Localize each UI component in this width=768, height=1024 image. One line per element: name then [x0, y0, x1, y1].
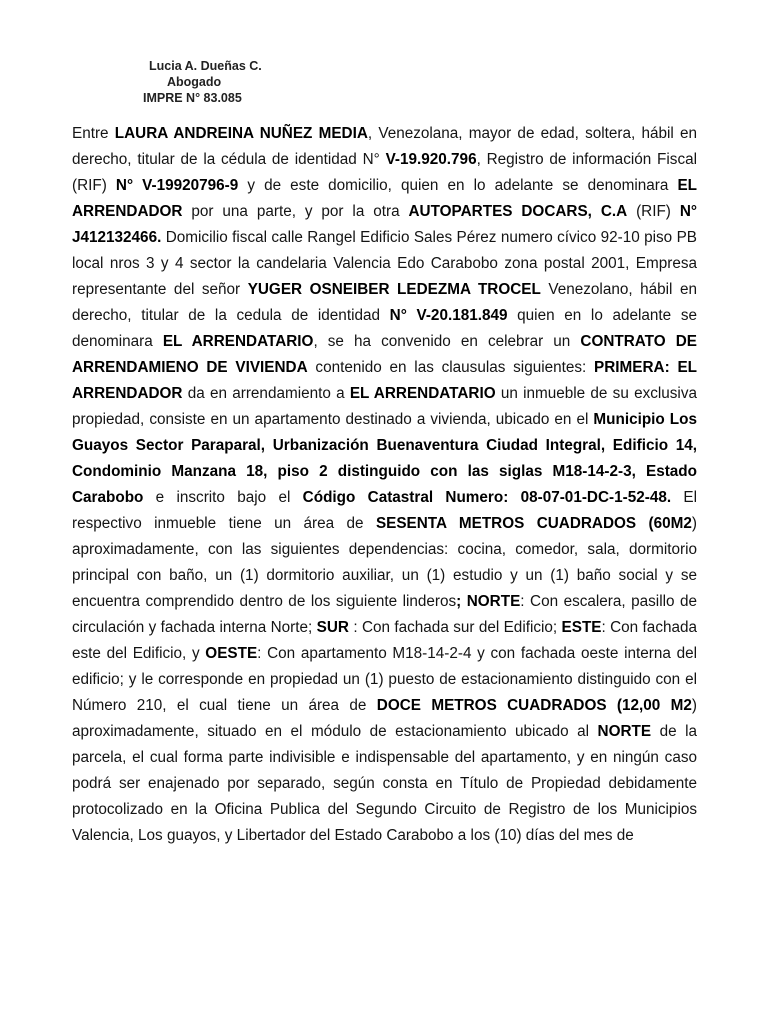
- bold-text-segment: V-19.920.796: [385, 151, 477, 168]
- bold-text-segment: PRIMERA: EL ARRENDADOR: [72, 359, 697, 402]
- bold-text-segment: N° V-19920796-9: [115, 177, 239, 194]
- bold-text-segment: LAURA ANDREINA NUÑEZ MEDIA: [114, 125, 368, 142]
- text-segment: (RIF): [627, 203, 680, 220]
- bold-text-segment: ESTE: [561, 619, 602, 636]
- bold-text-segment: NORTE: [597, 723, 652, 740]
- text-segment: quien en lo adelante se denominara: [72, 307, 697, 350]
- text-segment: contenido en las clausulas siguientes:: [307, 359, 595, 376]
- text-segment: un inmueble de su exclusiva propiedad, consiste en un apartamento destinado a vivienda, ubicado en el: [72, 385, 697, 428]
- text-segment: Domicilio fiscal calle Rangel Edificio Sales Pérez numero cívico 92-10 piso PB local nros 3 y 4 sector la candelaria Valencia Edo Carabobo zona postal 2001, Empresa representante del señor: [72, 229, 697, 298]
- text-segment: Venezolano, hábil en derecho, titular de la cedula de identidad: [72, 281, 697, 324]
- letterhead: [140, 58, 262, 106]
- text-segment: , Registro de información Fiscal (RIF): [72, 151, 697, 194]
- bold-text-segment: AUTOPARTES DOCARS, C.A: [408, 203, 628, 220]
- text-segment: de la parcela, el cual forma parte indivisible e indispensable del apartamento, y en ningún caso podrá ser enajenado por separado, según consta en Título de Propiedad debidamente protocolizado en la Oficina Publica del Segundo Circuito de Registro de los Municipios Valencia, Los guayos, y Libertador del Estado Carabobo a los (10) días del mes de: [72, 723, 698, 844]
- text-segment: por una parte, y por la otra: [182, 203, 409, 220]
- bold-text-segment: EL ARRENDATARIO: [162, 333, 314, 350]
- bold-text-segment: EL ARRENDATARIO: [349, 385, 496, 402]
- bold-text-segment: YUGER OSNEIBER LEDEZMA TROCEL: [247, 281, 541, 298]
- bold-text-segment: DOCE METROS CUADRADOS (12,00 M2: [376, 697, 692, 714]
- bold-text-segment: Código Catastral Numero: 08-07-01-DC-1-52-48.: [302, 489, 672, 506]
- bold-text-segment: CONTRATO DE ARRENDAMIENO DE VIVIENDA: [72, 333, 697, 376]
- text-segment: da en arrendamiento a: [182, 385, 350, 402]
- text-segment: : Con apartamento M18-14-2-4 y con fachada oeste interna del edificio; y le corresponde en propiedad un (1) puesto de estacionamiento distinguido con el Número 210, el cual tiene un área de: [72, 645, 697, 714]
- text-segment: El respectivo inmueble tiene un área de: [72, 489, 697, 532]
- bold-text-segment: ; NORTE: [456, 593, 521, 610]
- text-segment: e inscrito bajo el: [143, 489, 303, 506]
- bold-text-segment: OESTE: [205, 645, 258, 662]
- bold-text-segment: SESENTA METROS CUADRADOS (60M2: [375, 515, 692, 532]
- text-segment: y de este domicilio, quien en lo adelante se denominara: [238, 177, 678, 194]
- text-segment: ) aproximadamente, situado en el módulo de estacionamiento ubicado al: [72, 697, 698, 740]
- text-segment: , Venezolana, mayor de edad, soltera, hábil en derecho, titular de la cédula de identidad N°: [72, 125, 698, 168]
- lawyer-registration: IMPRE N° 83.085: [143, 91, 242, 105]
- bold-text-segment: Municipio Los Guayos Sector Paraparal, Urbanización Buenaventura Ciudad Integral, Edificio 14, Condominio Manzana 18, piso 2 distinguido con las siglas M18-14-2-3, Estado Carabobo: [72, 411, 697, 506]
- contract-body-paragraph: [72, 121, 697, 849]
- bold-text-segment: N° J412132466.: [72, 203, 697, 246]
- lawyer-title: Abogado: [167, 75, 222, 89]
- bold-text-segment: N° V-20.181.849: [389, 307, 508, 324]
- text-segment: : Con escalera, pasillo de circulación y fachada interna Norte;: [72, 593, 697, 636]
- bold-text-segment: SUR: [316, 619, 349, 636]
- text-segment: , se ha convenido en celebrar un: [313, 333, 581, 350]
- bold-text-segment: EL ARRENDADOR: [72, 177, 697, 220]
- text-segment: ) aproximadamente, con las siguientes dependencias: cocina, comedor, sala, dormitorio principal con baño, un (1) dormitorio auxiliar, un (1) estudio y un (1) baño social y se encuentra comprendido dentro de los siguiente linderos: [72, 515, 697, 610]
- text-segment: : Con fachada este del Edificio, y: [72, 619, 697, 662]
- lawyer-name: Lucia A. Dueñas C.: [149, 59, 262, 73]
- text-segment: Entre: [72, 125, 115, 142]
- text-segment: : Con fachada sur del Edificio;: [348, 619, 562, 636]
